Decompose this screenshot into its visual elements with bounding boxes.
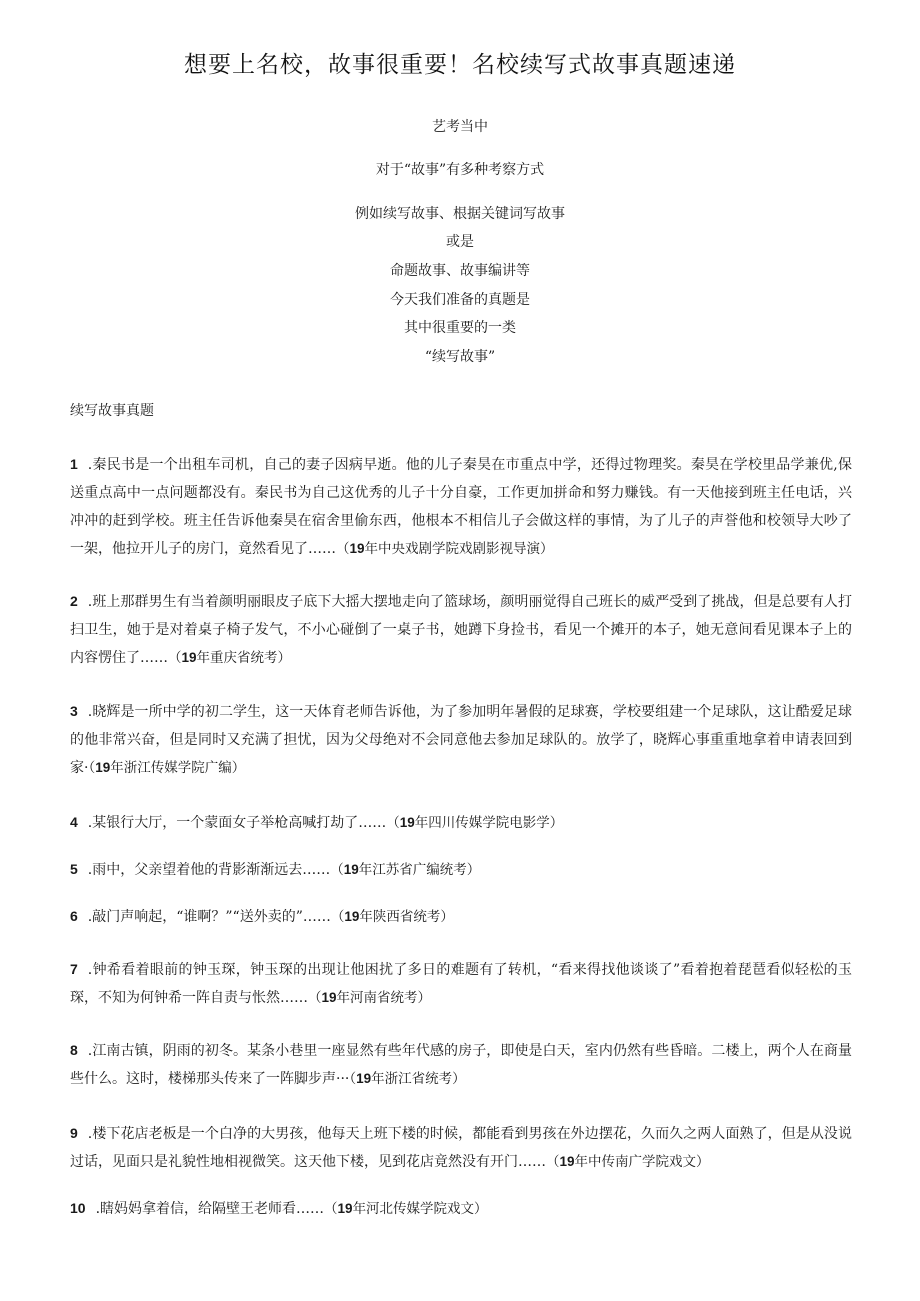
question-text: .某银行大厅，一个蒙面女子举枪高喊打劫了…… <box>87 815 387 831</box>
question-text: .雨中，父亲望着他的背影渐渐远去…… <box>87 862 331 878</box>
question-source: （19年中央戏剧学院戏剧影视导演） <box>336 541 554 557</box>
question-item <box>70 808 852 837</box>
question-number: 7 <box>70 961 78 977</box>
question-text: .江南古镇，阴雨的初冬。某条小巷里一座显然有些年代感的房子，即使是白天，室内仍然有些昏暗。二楼上，两个人在商量些什么。这时，楼梯那头传来了一阵脚步声··· <box>70 1043 852 1087</box>
intro-line: 命题故事、故事编讲等 <box>390 263 530 279</box>
question-text: .秦民书是一个出租车司机，自己的妻子因病早逝。他的儿子秦昊在市重点中学，还得过物理奖。秦昊在学校里品学兼优,保送重点高中一点问题都没有。秦民书为自己这优秀的儿子十分自豪，工作更加拼命和努力赚钱。有一天他接到班主任电话，兴冲冲的赶到学校。班主任告诉他秦昊在宿舍里偷东西，他根本不相信儿子会做这样的事情，为了儿子的声誉他和校领导大吵了一架，他拉开儿子的房门，竟然看见了…… <box>70 457 852 557</box>
question-number: 9 <box>70 1125 78 1141</box>
question-item <box>70 1119 852 1176</box>
question-source: （19年浙江省统考） <box>349 1071 466 1087</box>
question-source: （19年陕西省统考） <box>330 909 454 925</box>
question-item <box>70 1194 852 1223</box>
intro-line: 艺考当中 <box>432 119 488 135</box>
question-number: 1 <box>70 456 78 472</box>
intro-line: “续写故事” <box>424 349 496 365</box>
section-title: 续写故事真题 <box>70 403 154 419</box>
question-source: （19年河北传媒学院戏文） <box>324 1201 488 1217</box>
page-title: 想要上名校，故事很重要！名校续写式故事真题速递 <box>184 52 736 78</box>
question-item <box>70 450 852 563</box>
question-number: 2 <box>70 593 78 609</box>
question-source: （19年河南省统考） <box>308 990 432 1006</box>
question-source: （19年浙江传媒学院广编） <box>88 760 246 776</box>
question-number: 8 <box>70 1042 78 1058</box>
intro-line: 今天我们准备的真题是 <box>390 292 530 308</box>
question-item <box>70 855 852 884</box>
question-text: .瞎妈妈拿着信，给隔壁王老师看…… <box>95 1201 325 1217</box>
question-source: （19年中传南广学院戏文） <box>546 1154 710 1170</box>
question-source: （19年江苏省广编统考） <box>330 862 481 878</box>
intro-line: 其中很重要的一类 <box>404 320 516 336</box>
question-source: （19年四川传媒学院电影学） <box>386 815 564 831</box>
question-text: .楼下花店老板是一个白净的大男孩，他每天上班下楼的时候，都能看到男孩在外边摆花，久而久之两人面熟了，但是从没说过话，见面只是礼貌性地相视微笑。这天他下楼，见到花店竟然没有开门…… <box>70 1126 852 1170</box>
question-item <box>70 1036 852 1093</box>
question-number: 5 <box>70 861 78 877</box>
question-item <box>70 955 852 1012</box>
question-item <box>70 697 852 782</box>
question-number: 3 <box>70 703 78 719</box>
question-number: 6 <box>70 908 78 924</box>
intro-line: 例如续写故事、根据关键词写故事 <box>355 206 565 222</box>
intro-line: 对于“故事”有多种考察方式 <box>375 162 545 178</box>
question-text: .班上那群男生有当着颜明丽眼皮子底下大摇大摆地走向了篮球场，颜明丽觉得自己班长的威严受到了挑战，但是总要有人打扫卫生，她于是对着桌子椅子发气，不小心碰倒了一桌子书，她蹲下身捡书，看见一个摊开的本子，她无意间看见课本子上的内容愣住了…… <box>70 594 852 666</box>
question-text: .晓辉是一所中学的初二学生，这一天体育老师告诉他，为了参加明年暑假的足球赛，学校要组建一个足球队，这让酷爱足球的他非常兴奋，但是同时又充满了担忧，因为父母绝对不会同意他去参加足球队的。放学了，晓辉心事重重地拿着申请表回到家· <box>70 704 852 776</box>
question-item <box>70 902 852 931</box>
question-number: 10 <box>70 1200 86 1216</box>
question-number: 4 <box>70 814 78 830</box>
question-text: .敲门声响起，“谁啊？”“送外卖的”…… <box>87 909 331 925</box>
intro-line: 或是 <box>446 234 474 250</box>
question-source: （19年重庆省统考） <box>168 650 292 666</box>
question-text: .钟希看着眼前的钟玉琛，钟玉琛的出现让他困扰了多日的难题有了转机，“看来得找他谈谈了”看着抱着琵琶看似轻松的玉琛，不知为何钟希一阵自责与怅然…… <box>70 962 852 1006</box>
question-item <box>70 587 852 672</box>
